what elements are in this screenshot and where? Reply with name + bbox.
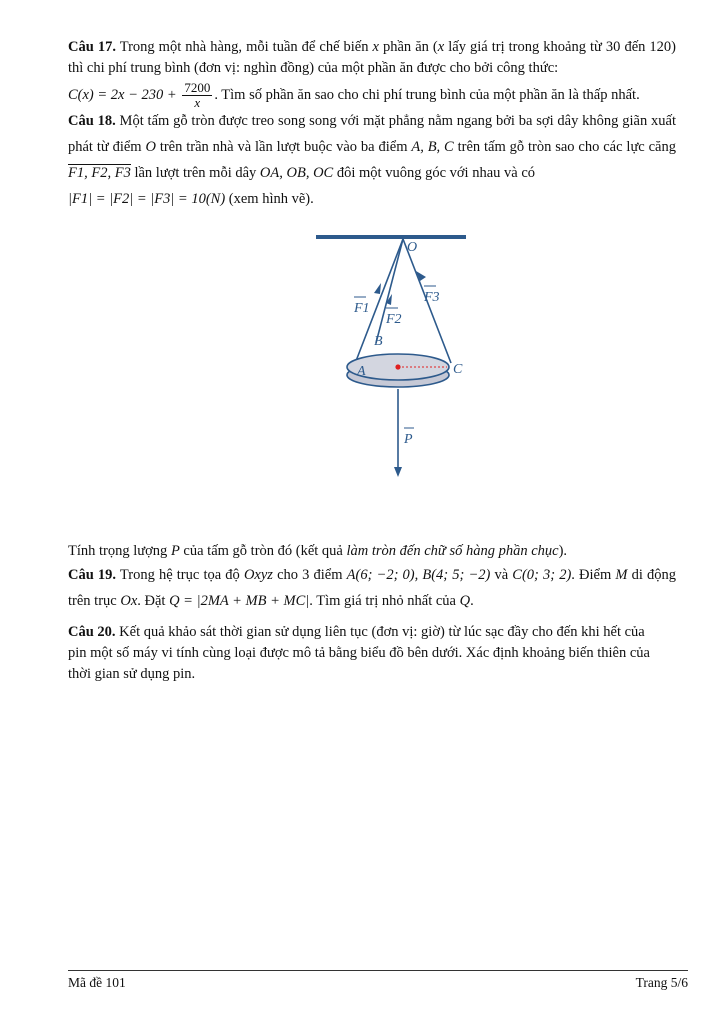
- q19-text-e: di động trên trục: [68, 567, 677, 609]
- pendulum-figure: [316, 233, 466, 485]
- q17-formula-line: [68, 81, 676, 110]
- q19-text-b: cho 3 điểm: [272, 567, 347, 583]
- q18-label: Câu 18.: [68, 113, 116, 129]
- q19-text-f: . Đặt: [137, 593, 170, 609]
- q18-points: A, B, C: [411, 139, 454, 155]
- q19-label: Câu 19.: [68, 567, 117, 583]
- q17-text-a: Trong một nhà hàng, mỗi tuần để chế biến: [115, 39, 373, 55]
- q19-var-q: Q: [459, 593, 471, 609]
- q18-text-f: (xem hình vẽ).: [225, 191, 314, 207]
- q18-text-e: đôi một vuông góc với nhau và có: [333, 165, 536, 181]
- q20-label: Câu 20.: [68, 624, 116, 640]
- q17-frac-num: 7200: [184, 80, 211, 95]
- footer-exam-code: Mã đề 101: [68, 975, 126, 990]
- q18-after-text: Tính trọng lượng: [68, 543, 171, 559]
- label-f2: F2: [386, 312, 402, 327]
- q19-system: Oxyz: [243, 567, 273, 583]
- q18-text-d: lần lượt trên mỗi dây: [130, 165, 260, 181]
- q19-text-g: . Tìm giá trị nhỏ nhất của: [309, 593, 460, 609]
- q18-forces: F1, F2, F3: [68, 165, 131, 181]
- label-b: B: [374, 334, 383, 349]
- q18-text-a: Một tấm gỗ tròn được treo song song với mặt phẳng nằm ngang bởi ba sợi dây không giãn xuất phát từ điểm: [68, 113, 676, 155]
- q18-after-text-2: của tấm gỗ tròn đó (kết quả: [179, 543, 347, 559]
- weight-arrow-head: [394, 467, 402, 477]
- q18-text-b: trên trần nhà và lần lượt buộc vào ba điểm: [155, 139, 412, 155]
- label-p: P: [404, 432, 413, 447]
- f1-arrow-head: [374, 283, 381, 294]
- footer-divider: [68, 970, 688, 971]
- q19-q-expr: Q = |2MA + MB + MC|: [169, 593, 310, 609]
- q19-text-c: và: [490, 567, 513, 583]
- q19-var-m: M: [615, 567, 628, 583]
- q18-magnitude: |F1| = |F2| = |F3| = 10(N): [68, 191, 226, 207]
- q18-text-c: trên tấm gỗ tròn sao cho các lực căng: [453, 139, 676, 155]
- q17-fraction: [182, 81, 212, 110]
- label-c: C: [453, 362, 463, 377]
- q18-after-italic: làm tròn đến chữ số hàng phần chục: [346, 543, 559, 559]
- q17-text-b: phần ăn (: [378, 39, 438, 55]
- q18-after-figure: [68, 541, 676, 562]
- q17-text-d: . Tìm số phần ăn sao cho chi phí trung bình của một phần ăn là thấp nhất.: [214, 86, 640, 103]
- q18-var-p: P: [170, 543, 180, 559]
- q19-point-c: C(0; 3; 2): [512, 567, 572, 583]
- question-19: [68, 562, 676, 614]
- label-a: A: [357, 364, 366, 379]
- q19-axis: Ox: [120, 593, 138, 609]
- question-18: [68, 108, 676, 212]
- q19-text-a: Trong hệ trục tọa độ: [116, 567, 244, 583]
- q18-lines: OA, OB, OC: [259, 165, 334, 181]
- question-17: [68, 37, 676, 110]
- q19-text-d: . Điểm: [571, 567, 616, 583]
- question-20: [68, 622, 658, 685]
- label-f3: F3: [424, 290, 440, 305]
- q18-after-text-3: ).: [558, 543, 568, 559]
- q18-var-o: O: [145, 139, 156, 155]
- q17-frac-den: x: [194, 95, 201, 110]
- q18-magnitude-line: [68, 186, 676, 212]
- q19-text-h: .: [470, 593, 474, 609]
- q19-points: A(6; −2; 0), B(4; 5; −2): [346, 567, 491, 583]
- q20-text: Kết quả khảo sát thời gian sử dụng liên tục (đơn vị: giờ) từ lúc sạc đầy cho đến khi hết của pin một số máy vi tính cùng loại được mô tả bằng biểu đồ bên dưới. Xác định khoảng biến thiên của thời gian sử dụng pin.: [68, 624, 650, 682]
- q17-var-x2: x: [437, 39, 445, 55]
- q17-var-x: x: [372, 39, 379, 55]
- label-f1: F1: [354, 301, 370, 316]
- label-o: O: [407, 240, 418, 255]
- q17-text-c: lấy giá trị trong khoảng từ 30 đến 120) thì chi phí trung bình (đơn vị: nghìn đồng) của một phần ăn được cho bởi công thức:: [68, 39, 676, 76]
- footer-page-number: Trang 5/6: [635, 975, 688, 990]
- q17-label: Câu 17.: [68, 39, 116, 55]
- q17-formula-lhs: C(x) = 2x − 230 +: [68, 86, 181, 103]
